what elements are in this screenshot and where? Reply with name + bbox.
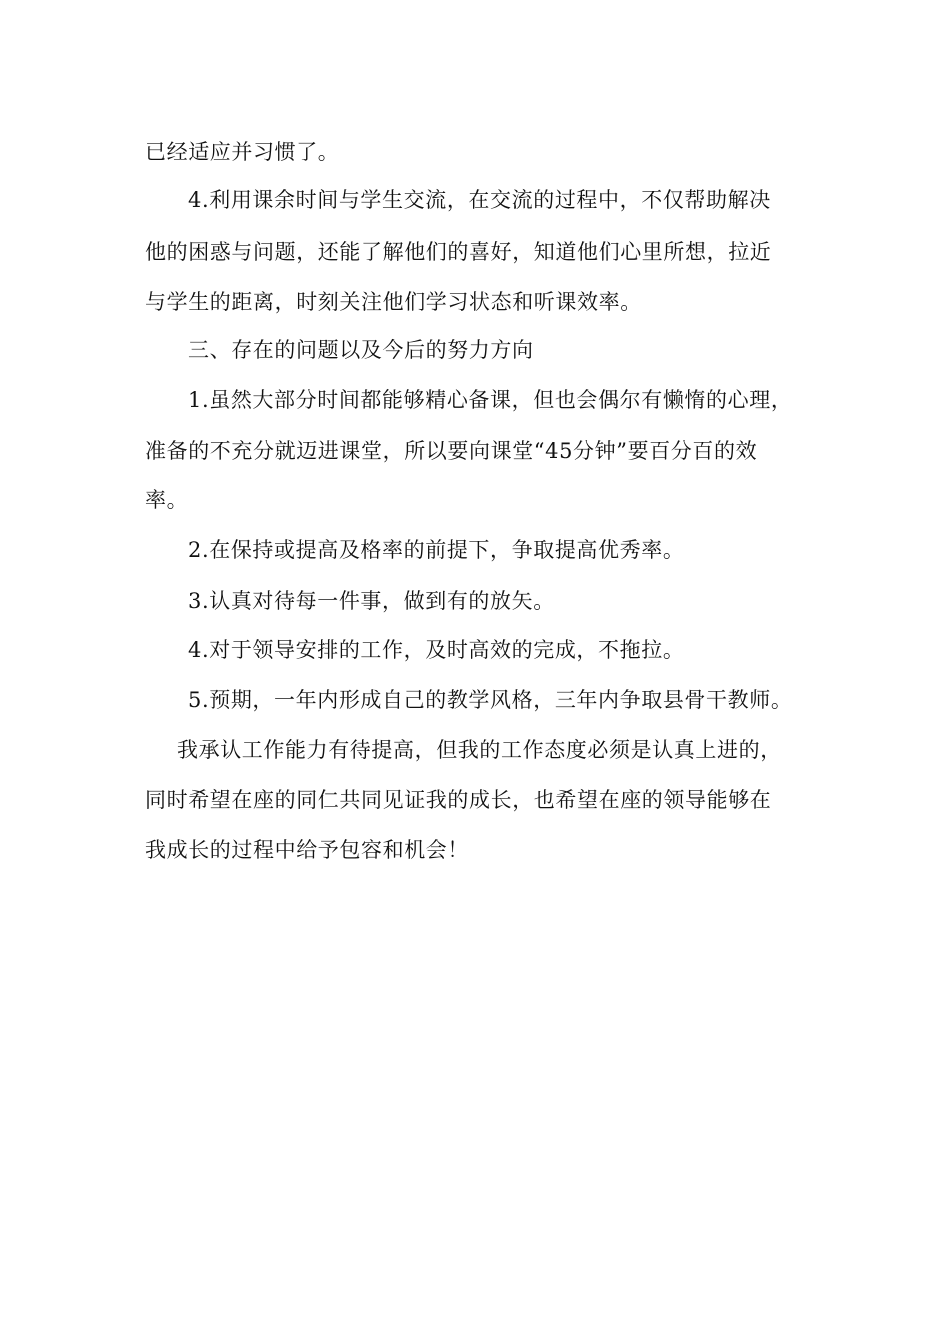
- section-heading: 三、存在的问题以及今后的努力方向: [188, 338, 534, 362]
- text-line-10: 3.认真对待每一件事，做到有的放矢。: [188, 589, 555, 613]
- text-line-2: 4.利用课余时间与学生交流，在交流的过程中，不仅帮助解决: [188, 188, 771, 212]
- text-line-9: 2.在保持或提高及格率的前提下，争取提高优秀率。: [188, 538, 685, 562]
- text-line-13: 我承认工作能力有待提高，但我的工作态度必须是认真上进的，: [177, 738, 782, 762]
- text-line-11: 4.对于领导安排的工作，及时高效的完成，不拖拉。: [188, 638, 685, 662]
- text-line-12: 5.预期，一年内形成自己的教学风格，三年内争取县骨干教师。: [188, 688, 793, 712]
- text-line-4: 与学生的距离，时刻关注他们学习状态和听课效率。: [145, 290, 642, 314]
- text-line-3: 他的困惑与问题，还能了解他们的喜好，知道他们心里所想，拉近: [145, 240, 772, 264]
- text-line-7: 准备的不充分就迈进课堂，所以要向课堂“45分钟”要百分百的效: [145, 439, 758, 463]
- text-line-1: 已经适应并习惯了。: [145, 140, 340, 164]
- text-line-6: 1.虽然大部分时间都能够精心备课，但也会偶尔有懒惰的心理，: [188, 388, 793, 412]
- text-line-8: 率。: [145, 488, 189, 512]
- text-line-15: 我成长的过程中给予包容和机会！: [145, 838, 469, 862]
- text-line-14: 同时希望在座的同仁共同见证我的成长，也希望在座的领导能够在: [145, 788, 772, 812]
